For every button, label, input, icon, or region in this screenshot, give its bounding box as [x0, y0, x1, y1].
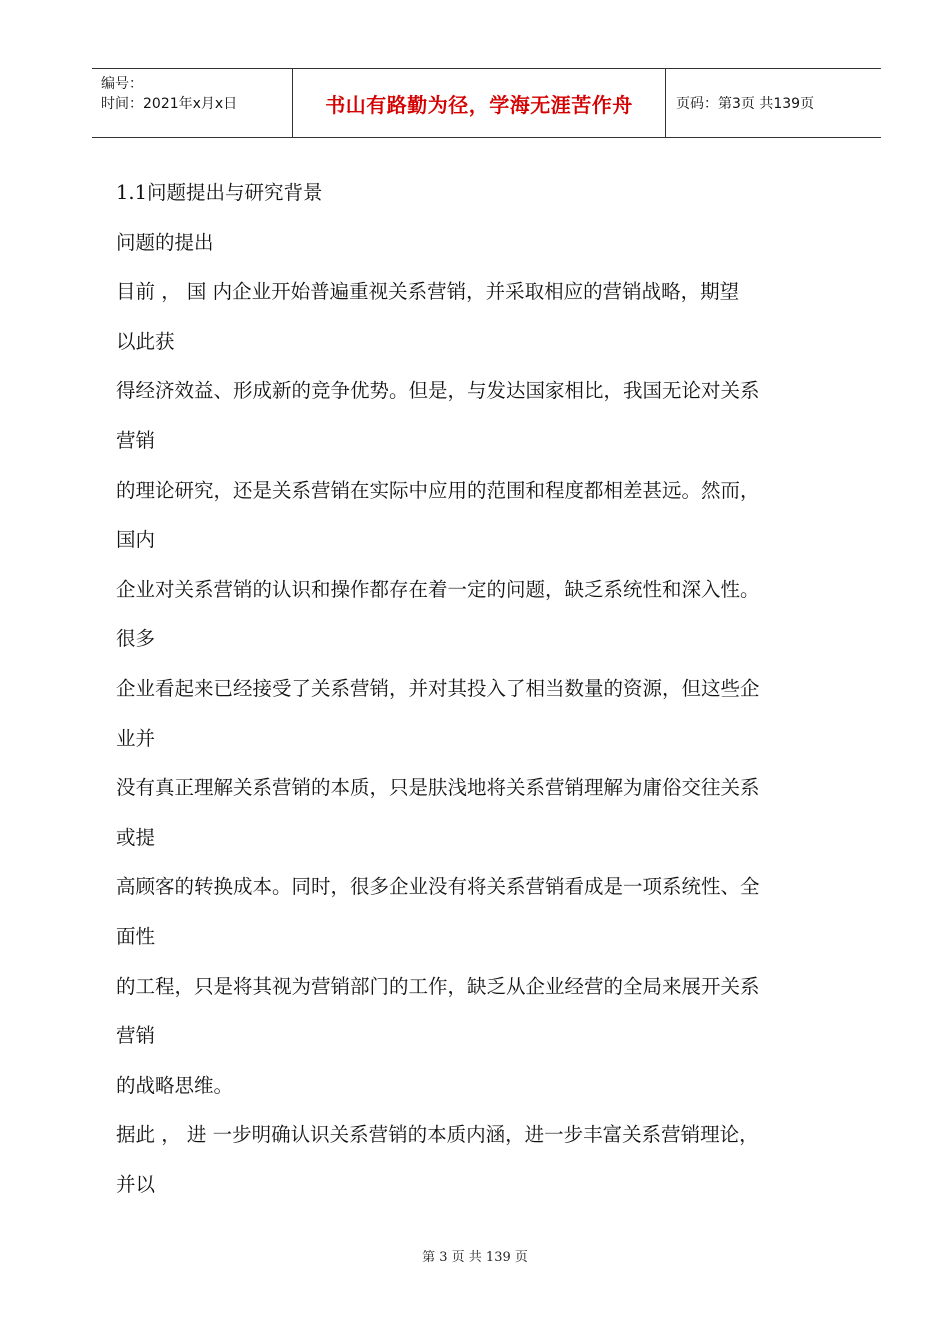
header-motto: 书山有路勤为径，学海无涯苦作舟 — [293, 69, 666, 137]
document-time: 时间：2021年x月x日 — [101, 96, 238, 112]
text-line: 很多 — [116, 627, 156, 651]
text-line: 目前 ， 国 内企业开始普遍重视关系营销，并采取相应的营销战略，期望 — [116, 280, 740, 304]
text-line: 企业对关系营销的认识和操作都存在着一定的问题，缺乏系统性和深入性。 — [116, 577, 760, 601]
text-line: 国内 — [116, 528, 156, 552]
text-line: 或提 — [116, 825, 156, 849]
text-line: 的战略思维。 — [116, 1073, 234, 1097]
header-meta — [92, 69, 293, 137]
text-line: 营销 — [116, 428, 156, 452]
text-line: 面性 — [116, 924, 156, 948]
text-line: 据此 ， 进 一步明确认识关系营销的本质内涵，进一步丰富关系营销理论， — [116, 1123, 759, 1147]
text-line: 的工程，只是将其视为营销部门的工作，缺乏从企业经营的全局来展开关系 — [116, 974, 760, 998]
text-line: 以此获 — [116, 329, 175, 353]
text-line: 业并 — [116, 726, 156, 750]
text-line: 没有真正理解关系营销的本质，只是肤浅地将关系营销理解为庸俗交往关系 — [116, 776, 760, 800]
text-line: 企业看起来已经接受了关系营销，并对其投入了相当数量的资源，但这些企 — [116, 676, 760, 700]
text-line: 并以 — [116, 1172, 156, 1196]
section-heading: 1.1问题提出与研究背景 — [116, 181, 323, 204]
text-line: 高顾客的转换成本。同时，很多企业没有将关系营销看成是一项系统性、全 — [116, 875, 760, 899]
header-page-info: 页码：第3页 共139页 — [676, 96, 815, 112]
text-line: 营销 — [116, 1024, 156, 1048]
subheading: 问题的提出 — [116, 230, 214, 254]
text-line: 的理论研究，还是关系营销在实际中应用的范围和程度都相差甚远。然而， — [116, 478, 760, 502]
page-footer: 第 3 页 共 139 页 — [422, 1250, 528, 1265]
document-number-label: 编号： — [101, 76, 143, 92]
page-header — [92, 68, 881, 138]
document-body — [116, 176, 856, 1217]
text-line: 得经济效益、形成新的竞争优势。但是，与发达国家相比，我国无论对关系 — [116, 379, 760, 403]
